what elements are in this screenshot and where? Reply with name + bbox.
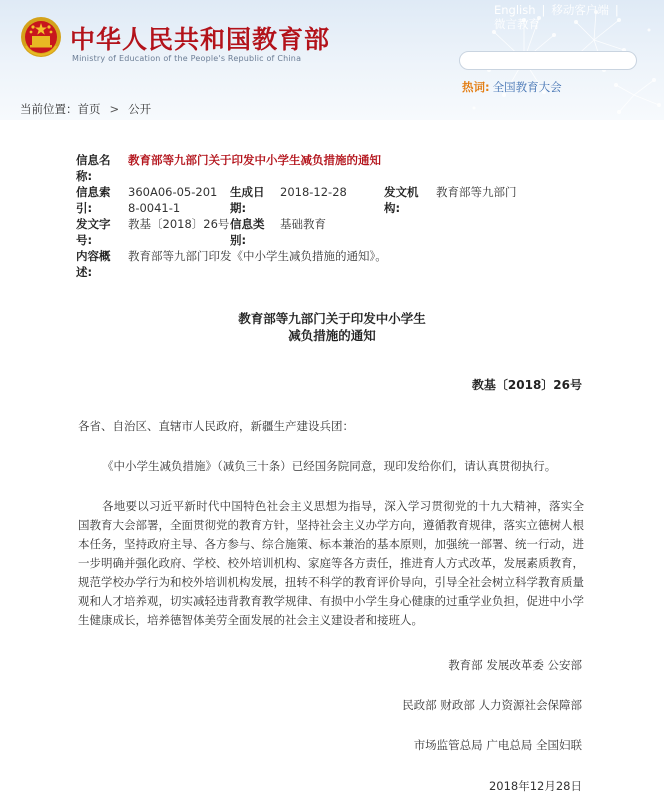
site-title[interactable]: 中华人民共和国教育部 [70, 25, 331, 54]
addressee-paragraph: 各省、自治区、直辖市人民政府，新疆生产建设兵团： [78, 419, 354, 433]
info-row-docno [76, 216, 636, 248]
info-docno-value: 教基〔2018〕26号 [128, 217, 230, 231]
hot-words-label: 热词: [462, 80, 490, 94]
weibo-link[interactable]: 微言教育 [494, 17, 540, 31]
info-category-label: 信息类别: [230, 217, 265, 247]
info-row-index [76, 184, 636, 216]
approval-paragraph: 《中小学生减负措施》（减负三十条）已经国务院同意，现印发给你们，请认真贯彻执行。 [102, 459, 557, 473]
document-title-line2: 减负措施的通知 [288, 328, 376, 343]
breadcrumb-home[interactable]: 首页 [77, 102, 101, 116]
hot-word-link[interactable]: 全国教育大会 [492, 80, 562, 94]
info-docno-label: 发文字号: [76, 217, 111, 247]
document-date: 2018年12月28日 [488, 779, 582, 793]
search-input[interactable] [459, 51, 637, 70]
signatories-line-1: 教育部 发展改革委 公安部 [448, 658, 582, 672]
signatories-line-2: 民政部 财政部 人力资源社会保障部 [402, 698, 582, 712]
main-paragraph: 各地要以习近平新时代中国特色社会主义思想为指导，深入学习贯彻党的十九大精神，落实全国教育大会部署，全面贯彻党的教育方针，坚持社会主义办学方向，遵循教育规律，落实立德树人根本任务，坚持政府主导、各方参与、综合施策、标本兼治的基本原则，加强统一部署、统一行动，进一步明确并强化政府、学校、校外培训机构、家庭等各方责任，推进育人方式改革，发展素质教育，规范学校办学行为和校外培训机构发展，扭转不科学的教育评价导向，引导全社会树立科学教育质量观和人才培养观，切实减轻违背教育教学规律、有损中小学生身心健康的过重学业负担，促进中小学生健康成长，培养德智体美劳全面发展的社会主义建设者和接班人。 [78, 499, 584, 627]
national-emblem-icon [20, 16, 62, 58]
info-index-label: 信息索引: [76, 185, 111, 215]
site-header [0, 0, 664, 120]
info-row-summary [76, 248, 636, 280]
info-issuer-label: 发文机构: [384, 185, 419, 215]
breadcrumb-separator: > [109, 102, 120, 116]
hot-words [462, 79, 562, 95]
site-title-english: Ministry of Education of the People's Republic of China [72, 54, 302, 63]
info-summary-value: 教育部等九部门印发《中小学生减负措施的通知》。 [128, 249, 387, 263]
info-row-name [76, 152, 636, 184]
top-links [494, 3, 625, 17]
document-title-line1: 教育部等九部门关于印发中小学生 [238, 311, 426, 326]
info-category-value: 基础教育 [280, 217, 326, 231]
info-date-label: 生成日期: [230, 185, 265, 215]
signatories-line-3: 市场监管总局 广电总局 全国妇联 [413, 738, 582, 752]
info-table [76, 152, 636, 280]
link-separator: | [541, 3, 546, 17]
document-title [0, 310, 664, 344]
breadcrumb [20, 101, 151, 117]
mobile-client-link[interactable]: 移动客户端 [551, 3, 609, 17]
info-name-label: 信息名称: [76, 153, 111, 183]
info-name-value: 教育部等九部门关于印发中小学生减负措施的通知 [128, 153, 381, 167]
info-date-value: 2018-12-28 [280, 185, 347, 199]
info-summary-label: 内容概述: [76, 249, 111, 279]
breadcrumb-prefix: 当前位置： [20, 102, 78, 116]
link-separator: | [614, 3, 619, 17]
english-link[interactable]: English [494, 3, 536, 17]
breadcrumb-current[interactable]: 公开 [128, 102, 152, 116]
info-issuer-value: 教育部等九部门 [436, 185, 517, 199]
info-index-value: 360A06-05-2018-0041-1 [128, 185, 218, 215]
document-number: 教基〔2018〕26号 [471, 378, 582, 392]
